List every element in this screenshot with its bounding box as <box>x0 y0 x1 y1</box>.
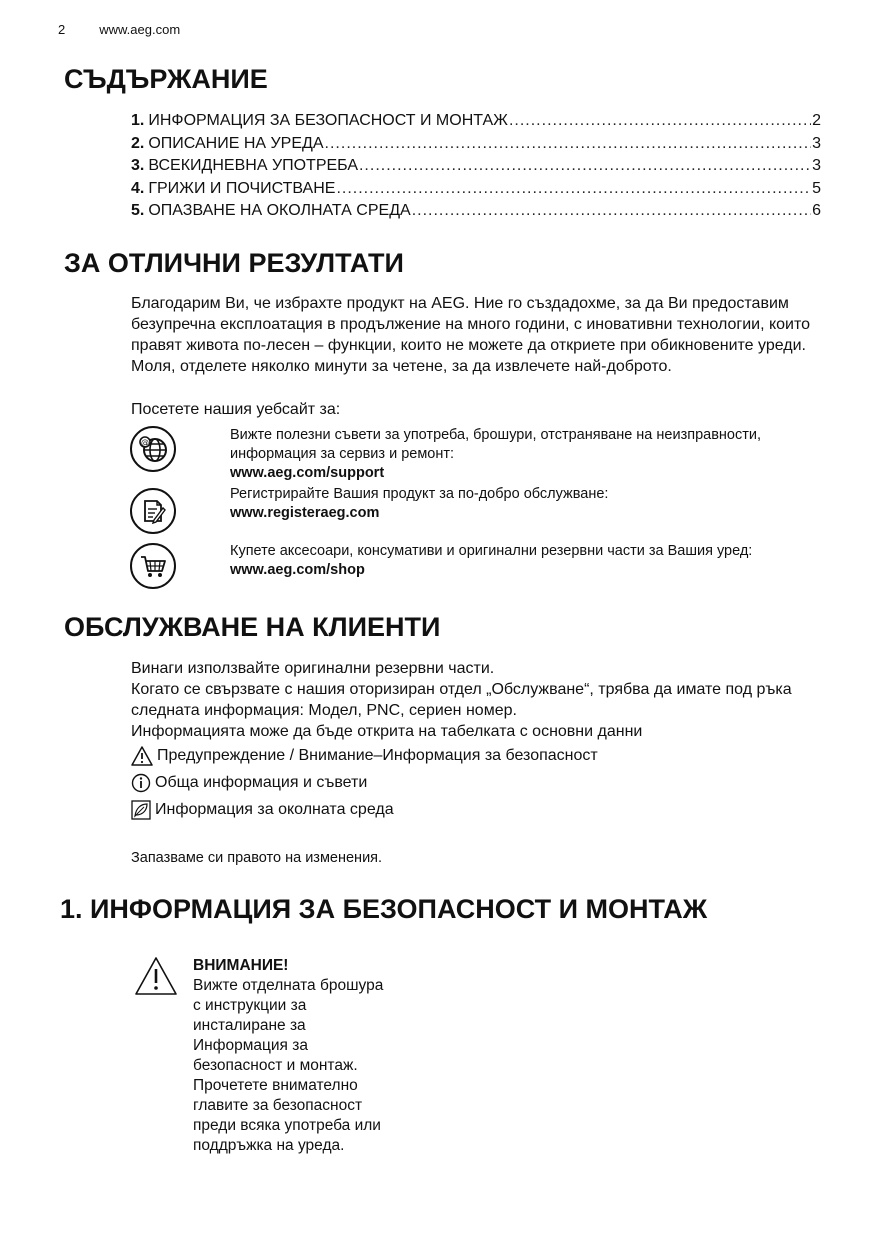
reserve-notice: Запазваме си правото на изменения. <box>131 850 383 866</box>
warning-title: ВНИМАНИЕ! <box>193 957 289 974</box>
toc-item-label: ОПАЗВАНЕ НА ОКОЛНАТА СРЕДА <box>148 202 411 219</box>
toc-title: СЪДЪРЖАНИЕ <box>64 64 268 94</box>
toc-item[interactable]: 3. ВСЕКИДНЕВНА УПОТРЕБА ..... 3 <box>131 157 821 180</box>
shop-link[interactable]: www.aeg.com/shop <box>230 562 365 578</box>
warning-triangle-icon <box>134 956 178 996</box>
header-site: www.aeg.com <box>99 22 181 37</box>
leaf-icon <box>131 800 151 820</box>
page-header <box>58 22 214 37</box>
register-link-block: Регистрирайте Вашия продукт за по-добро обслужване: www.registeraeg.com <box>230 485 790 523</box>
toc-item[interactable]: 5. ОПАЗВАНЕ НА ОКОЛНАТА СРЕДА ..... 6 <box>131 202 821 225</box>
toc-item-page: 3 <box>812 157 821 174</box>
svg-text:@: @ <box>141 438 149 447</box>
toc-item-page: 5 <box>812 179 821 197</box>
table-of-contents <box>131 112 821 225</box>
toc-item-label: ИНФОРМАЦИЯ ЗА БЕЗОПАСНОСТ И МОНТАЖ <box>148 112 508 129</box>
visit-label: Посетете нашия уебсайт за: <box>131 401 341 418</box>
warning-block: ВНИМАНИЕ! Вижте отделната брошура с инструкции за инсталиране за Информация за безопасност и монтаж. Прочетете внимателно главите за безопасност преди всяка употреба или поддръжка на уреда. <box>193 956 433 1156</box>
info-icon <box>131 773 151 793</box>
support-link[interactable]: www.aeg.com/support <box>230 465 385 481</box>
results-intro: Благодарим Ви, че избрахте продукт на AEG. Ние го създадохме, за да Ви предоставим безупречна експлоатация в продължение на много години, с иновативни технологии, които правят живота по-лесен – функции, които не можете да откриете при обикновените уреди. Моля, отделете няколко минути за четене, за да извлечете най-доброто. <box>131 295 811 375</box>
toc-item[interactable]: 4. ГРИЖИ И ПОЧИСТВАНЕ ..... 5 <box>131 180 821 203</box>
shopping-cart-icon <box>130 543 176 589</box>
register-document-icon <box>130 488 176 534</box>
results-title: ЗА ОТЛИЧНИ РЕЗУЛТАТИ <box>64 248 404 278</box>
legend-environment: Информация за околната среда <box>131 800 394 820</box>
warning-triangle-icon <box>131 746 153 766</box>
toc-item-page: 6 <box>812 202 821 219</box>
toc-item[interactable]: 2. ОПИСАНИЕ НА УРЕДА ..... 3 <box>131 135 821 158</box>
legend-info: Обща информация и съвети <box>131 773 367 793</box>
toc-item-label: ОПИСАНИЕ НА УРЕДА <box>148 134 324 152</box>
register-link[interactable]: www.registeraeg.com <box>230 505 380 521</box>
toc-item-page: 3 <box>812 134 821 152</box>
page-number: 2 <box>58 22 66 37</box>
toc-item-label: ВСЕКИДНЕВНА УПОТРЕБА <box>148 157 358 174</box>
service-text: Винаги използвайте оригинални резервни части. Когато се свързвате с нашия оторизиран отдел „Обслужване“, трябва да имате под ръка следната информация: Модел, PNC, сериен номер. Информацията може да бъде открита на табелката с основни данни <box>131 660 792 740</box>
support-link-block: Вижте полезни съвети за употреба, брошури, отстраняване на неизправности, информация за сервиз и ремонт: www.aeg.com/support <box>230 426 790 483</box>
toc-item[interactable]: 1. ИНФОРМАЦИЯ ЗА БЕЗОПАСНОСТ И МОНТАЖ ..... 2 <box>131 112 821 135</box>
toc-item-page: 2 <box>812 112 821 129</box>
shop-link-block: Купете аксесоари, консумативи и оригинални резервни части за Вашия уред: www.aeg.com/shop <box>230 542 790 580</box>
legend-warning: Предупреждение / Внимание–Информация за безопасност <box>131 746 598 766</box>
service-title: ОБСЛУЖВАНЕ НА КЛИЕНТИ <box>64 612 441 642</box>
globe-icon <box>130 426 176 472</box>
section1-title: 1. ИНФОРМАЦИЯ ЗА БЕЗОПАСНОСТ И МОНТАЖ <box>60 894 708 924</box>
toc-item-label: ГРИЖИ И ПОЧИСТВАНЕ <box>148 179 336 197</box>
